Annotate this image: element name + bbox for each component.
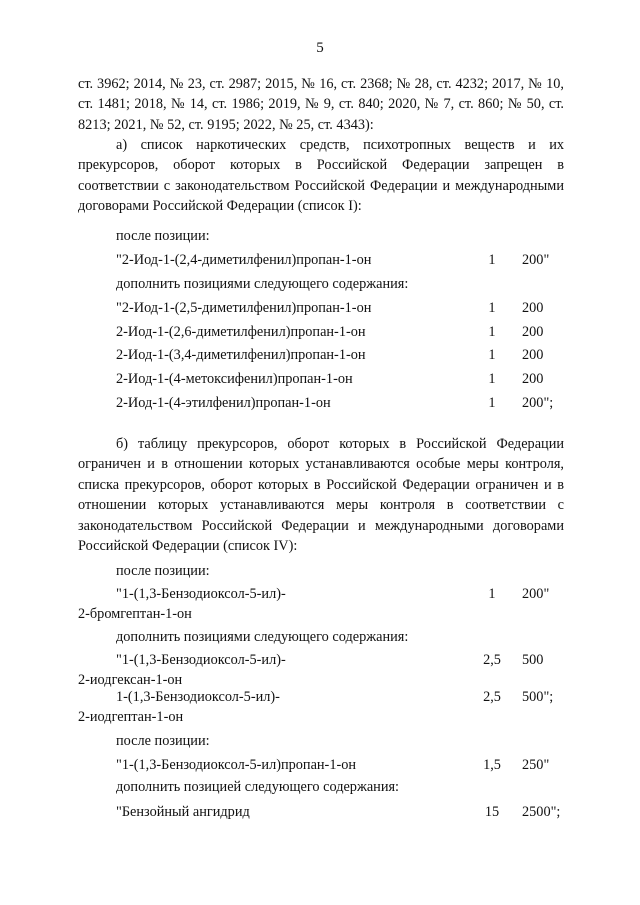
- entry-3-value-2: 250": [522, 757, 550, 773]
- list-i-item-name: 2-Иод-1-(3,4-диметилфенил)пропан-1-он: [116, 347, 366, 363]
- list-iv-paragraph: [78, 434, 564, 556]
- list-iv-text: б) таблицу прекурсоров, оборот которых в Российской Федерации ограничен и в отношении которых устанавливаются особые меры контроля, списка прекурсоров, оборот которых в Российской Федерации ограничен и в отношении которых устанавливаются меры контроля в соответствии с законодательством Российской Федерации и международными договорами Российской Федерации (список IV):: [78, 436, 564, 555]
- list-i-paragraph: [78, 135, 564, 217]
- entry-3-value-1: 1,5: [483, 757, 501, 773]
- list-i-item-value-2: 200: [522, 300, 544, 316]
- after-position-label-2: после позиции:: [116, 563, 210, 579]
- list-i-item-value-1: 1: [488, 324, 496, 340]
- list-iv-item-name-line-2: 2-иодгексан-1-он: [78, 672, 183, 688]
- after-position-label-3: после позиции:: [116, 733, 210, 749]
- list-i-text: а) список наркотических средств, психотропных веществ и их прекурсоров, оборот которых в Российской Федерации запрещен в соответствии с законодательством Российской Федерации и международными договорами Российской Федерации (список I):: [78, 137, 564, 215]
- list-i-item-name: 2-Иод-1-(2,6-диметилфенил)пропан-1-он: [116, 324, 366, 340]
- entry-2-value-2: 200": [522, 586, 550, 602]
- list-iv-item-value-2: 500";: [522, 689, 554, 705]
- list-i-item-name: "2-Иод-1-(2,5-диметилфенил)пропан-1-он: [116, 300, 372, 316]
- list-i-item-value-2: 200: [522, 347, 544, 363]
- entry-2-name-line-1: "1-(1,3-Бензодиоксол-5-ил)-: [116, 586, 286, 602]
- list-iv-item-name-line-1: 1-(1,3-Бензодиоксол-5-ил)-: [116, 689, 280, 705]
- add-positions-label-2: дополнить позициями следующего содержания:: [116, 629, 409, 645]
- list-iv-item-name-line-2: 2-иодгептан-1-он: [78, 709, 184, 725]
- entry-4-value-2: 2500";: [522, 804, 561, 820]
- after-position-label-1: после позиции:: [116, 228, 210, 244]
- entry-4-value-1: 15: [484, 804, 500, 820]
- entry-1-name: "2-Иод-1-(2,4-диметилфенил)пропан-1-он: [116, 252, 372, 268]
- list-i-item-value-2: 200";: [522, 395, 554, 411]
- entry-1-value-1: 1: [488, 252, 496, 268]
- entry-1-value-2: 200": [522, 252, 550, 268]
- list-iv-item-value-1: 2,5: [483, 689, 501, 705]
- list-i-item-name: 2-Иод-1-(4-этилфенил)пропан-1-он: [116, 395, 331, 411]
- page-number: 5: [316, 40, 324, 56]
- add-positions-label-1: дополнить позициями следующего содержания:: [116, 276, 409, 292]
- entry-4-name: "Бензойный ангидрид: [116, 804, 250, 820]
- list-i-item-name: 2-Иод-1-(4-метоксифенил)пропан-1-он: [116, 371, 353, 387]
- intro-paragraph: [78, 74, 564, 135]
- list-i-item-value-1: 1: [488, 395, 496, 411]
- entry-2-value-1: 1: [488, 586, 496, 602]
- entry-2-name-line-2: 2-бромгептан-1-он: [78, 606, 192, 622]
- entry-3-name: "1-(1,3-Бензодиоксол-5-ил)пропан-1-он: [116, 757, 357, 773]
- intro-text: ст. 3962; 2014, № 23, ст. 2987; 2015, № 16, ст. 2368; № 28, ст. 4232; 2017, № 10, ст. 1481; 2018, № 14, ст. 1986; 2019, № 9, ст. 840; 2020, № 7, ст. 860; № 50, ст. 8213; 2021, № 52, ст. 9195; 2022, № 25, ст. 4343):: [78, 76, 564, 133]
- list-i-item-value-1: 1: [488, 300, 496, 316]
- list-iv-item-name-line-1: "1-(1,3-Бензодиоксол-5-ил)-: [116, 652, 286, 668]
- add-position-label-3: дополнить позицией следующего содержания:: [116, 779, 400, 795]
- list-i-item-value-1: 1: [488, 371, 496, 387]
- list-i-item-value-2: 200: [522, 371, 544, 387]
- list-i-item-value-2: 200: [522, 324, 544, 340]
- list-iv-item-value-2: 500: [522, 652, 544, 668]
- list-iv-item-value-1: 2,5: [483, 652, 501, 668]
- list-i-item-value-1: 1: [488, 347, 496, 363]
